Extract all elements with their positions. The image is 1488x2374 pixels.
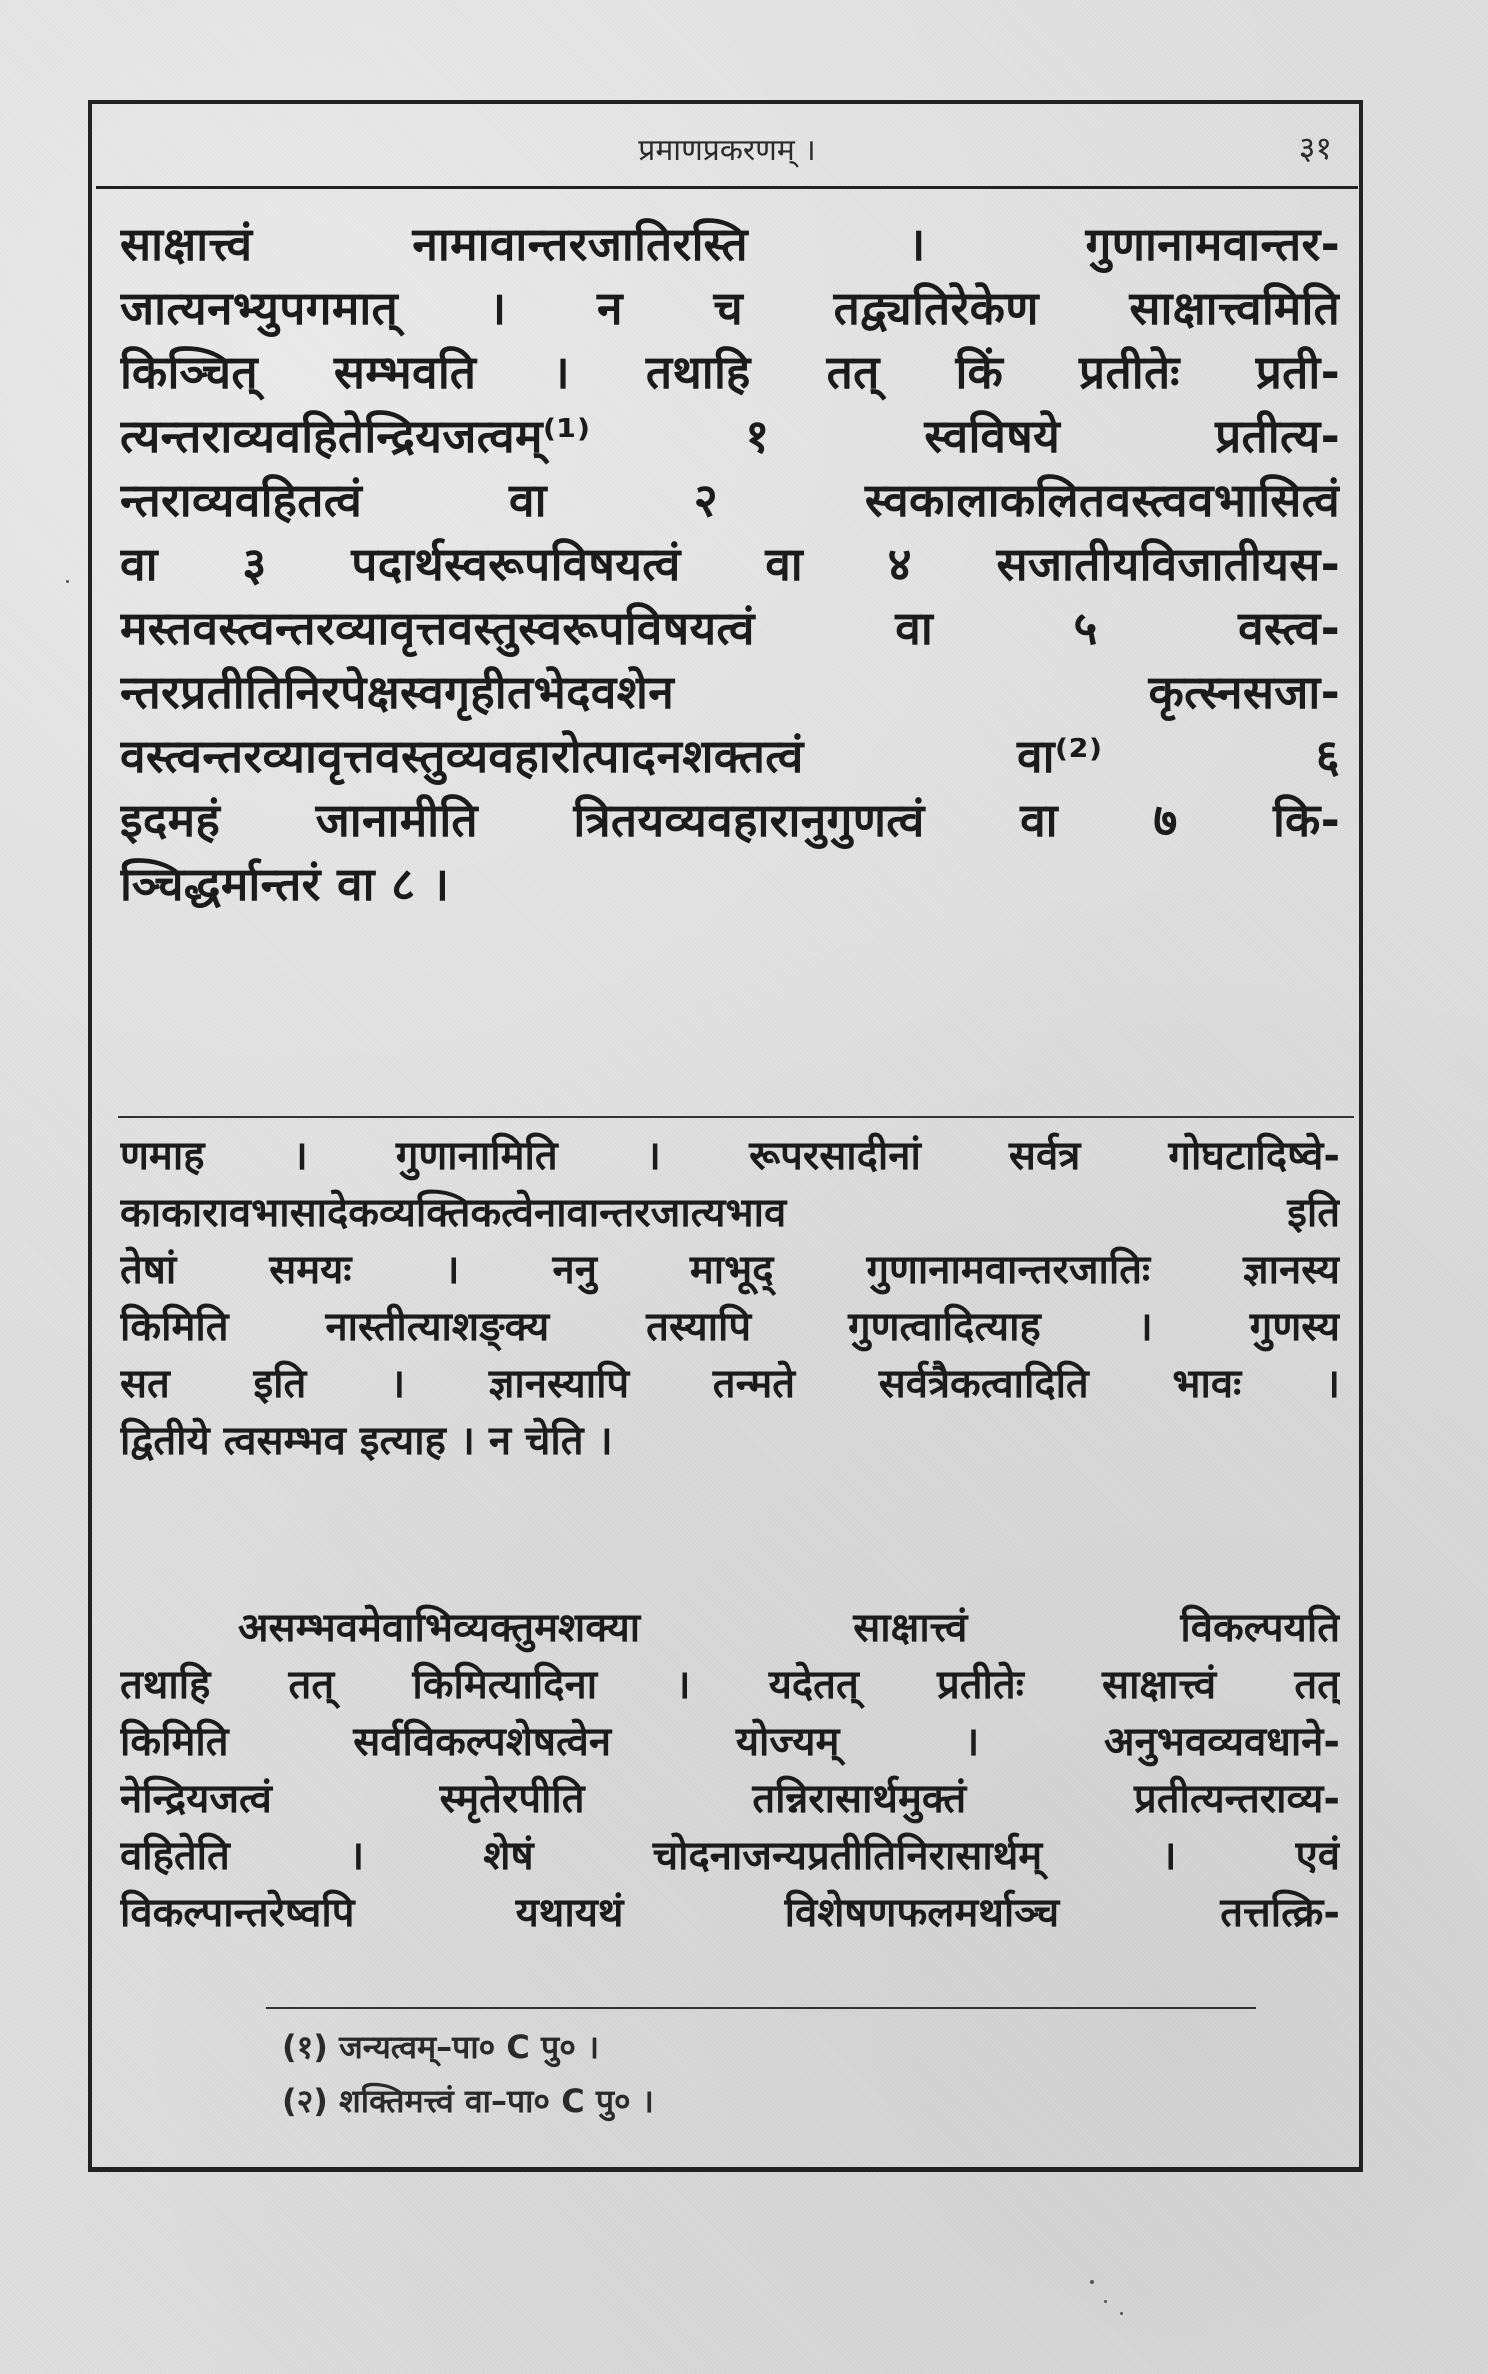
commentary-separator-rule (118, 1116, 1354, 1118)
main-text-line: वस्त्वन्तरव्यावृत्तवस्तुव्यवहारोत्पादनशक्तत्वं वा⁽²⁾ ६ (120, 729, 1340, 783)
print-speck (66, 580, 69, 583)
commentary-line: काकारावभासादेकव्यक्तिकत्वेनावान्तरजात्यभाव इति (120, 1190, 1340, 1236)
commentary-line: किमिति नास्तीत्याशङ्क्य तस्यापि गुणत्वादित्याह । गुणस्य (120, 1304, 1340, 1350)
main-text-line: त्यन्तराव्यवहितेन्द्रियजत्वम्⁽¹⁾ १ स्वविषये प्रतीत्य- (120, 409, 1340, 463)
main-text-line: साक्षात्त्वं नामावान्तरजातिरस्ति । गुणानामवान्तर- (120, 217, 1340, 271)
main-text-line: इदमहं जानामीति त्रितयव्यवहारानुगुणत्वं वा ७ कि- (120, 793, 1340, 847)
commentary-block-1 (120, 1128, 1340, 1470)
commentary-line: विकल्पान्तरेष्वपि यथायथं विशेषणफलमर्थाञ्च तत्तत्क्रि- (120, 1890, 1340, 1936)
commentary-line: सत इति । ज्ञानस्यापि तन्मते सर्वत्रैकत्वादिति भावः । (120, 1361, 1340, 1407)
commentary-line: असम्भवमेवाभिव्यक्तुमशक्या साक्षात्त्वं विकल्पयति (238, 1605, 1340, 1651)
print-speck (1104, 2300, 1107, 2303)
footnotes (282, 2020, 1182, 2128)
running-title: प्रमाणप्रकरणम् । (638, 133, 816, 168)
main-text-line: किञ्चित् सम्भवति । तथाहि तत् किं प्रतीतेः प्रती- (120, 345, 1340, 399)
print-speck (1090, 2280, 1094, 2284)
commentary-line: णमाह । गुणानामिति । रूपरसादीनां सर्वत्र गोघटादिष्वे- (120, 1133, 1340, 1179)
main-text-block (120, 212, 1340, 916)
commentary-line: तेषां समयः । ननु माभूद् गुणानामवान्तरजातिः ज्ञानस्य (120, 1247, 1340, 1293)
footnote-rule (266, 2007, 1256, 2009)
commentary-line: वहितेति । शेषं चोदनाजन्यप्रतीतिनिरासार्थम् । एवं (120, 1833, 1340, 1879)
footnote: (२) शक्तिमत्त्वं वा–पा० C पु० । (282, 2082, 654, 2120)
main-text-line: मस्तवस्त्वन्तरव्यावृत्तवस्तुस्वरूपविषयत्वं वा ५ वस्त्व- (120, 601, 1340, 655)
commentary-block-2 (120, 1600, 1340, 1942)
print-speck (1120, 2312, 1123, 2315)
main-text-line: न्तराव्यवहितत्वं वा २ स्वकालाकलितवस्त्ववभासित्वं (120, 473, 1340, 527)
main-text-line: न्तरप्रतीतिनिरपेक्षस्वगृहीतभेदवशेन कृत्स्नसजा- (120, 665, 1340, 719)
commentary-line: नेन्द्रियजत्वं स्मृतेरपीति तन्निरासार्थमुक्तं प्रतीत्यन्तराव्य- (120, 1776, 1340, 1822)
main-text-line: ञ्चिद्धर्मान्तरं वा ८ । (120, 857, 450, 911)
footnote: (१) जन्यत्वम्–पा० C पु० । (282, 2028, 600, 2066)
page-number: ३१ (1298, 129, 1332, 167)
commentary-line: तथाहि तत् किमित्यादिना । यदेतत् प्रतीतेः साक्षात्त्वं तत् (120, 1662, 1340, 1708)
main-text-line: जात्यनभ्युपगमात् । न च तद्व्यतिरेकेण साक्षात्त्वमिति (120, 281, 1340, 335)
header-rule (96, 186, 1358, 189)
running-header (96, 122, 1358, 176)
main-text-line: वा ३ पदार्थस्वरूपविषयत्वं वा ४ सजातीयविजातीयस- (120, 537, 1340, 591)
commentary-line: किमिति सर्वविकल्पशेषत्वेन योज्यम् । अनुभवव्यवधाने- (120, 1719, 1340, 1765)
commentary-line: द्वितीये त्वसम्भव इत्याह । न चेति । (120, 1418, 613, 1464)
